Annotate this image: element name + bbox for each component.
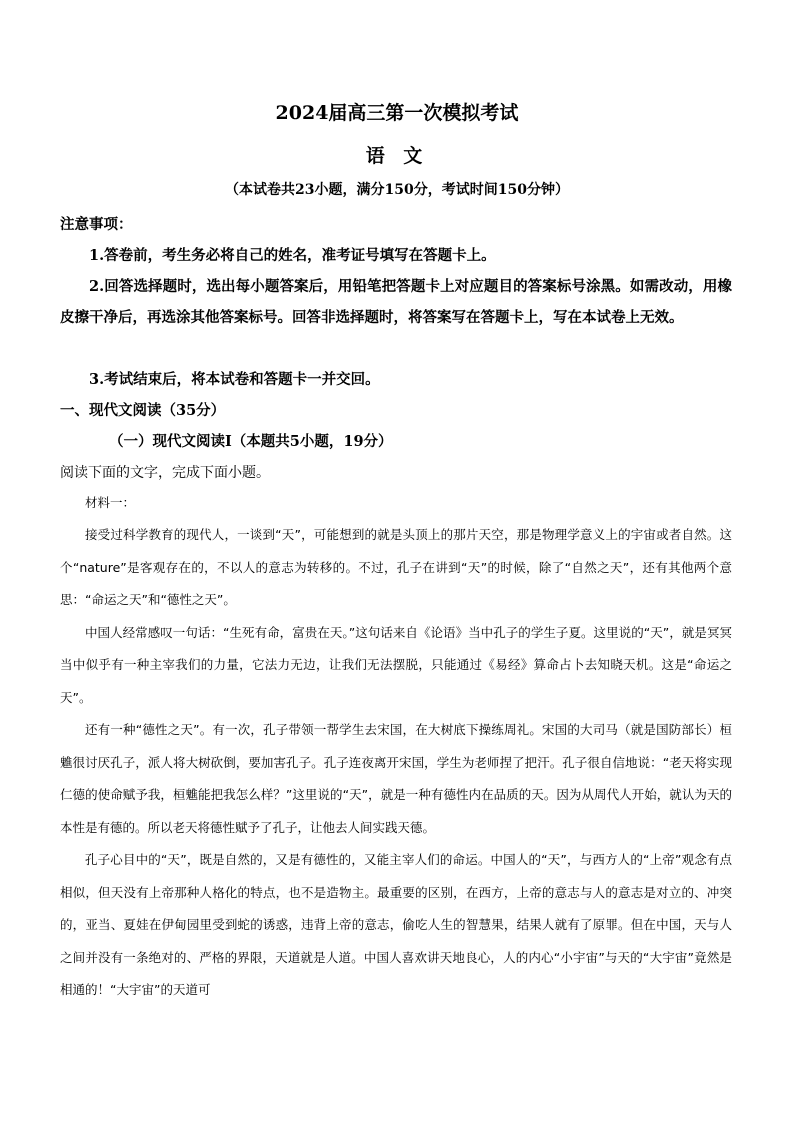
- exam-subject: 语 文: [365, 145, 429, 167]
- notice-item-2: 2.回答选择题时，选出每小题答案后，用铅笔把答题卡上对应题目的答案标号涂黑。如需改动，用橡皮擦干净后，再选涂其他答案标号。回答非选择题时，将答案写在答题卡上，写在本试卷上无效。: [60, 278, 732, 326]
- material-paragraph-3: 还有一种“德性之天”。有一次，孔子带领一帮学生去宋国，在大树底下操练周礼。宋国的大司马（就是国防部长）桓魋很讨厌孔子，派人将大树砍倒，要加害孔子。孔子连夜离开宋国，学生为老师捏了把汗。孔子很自信地说：“老天将实现仁德的使命赋予我，桓魋能把我怎么样？”这里说的“天”，就是一种有德性内在品质的天。因为从周代人开始，就认为天的本性是有德的。所以老天将德性赋予了孔子，让他去人间实践天德。: [60, 722, 732, 835]
- material-paragraph-2: 中国人经常感叹一句话：“生死有命，富贵在天。”这句话来自《论语》当中孔子的学生子夏。这里说的“天”，就是冥冥当中似乎有一种主宰我们的力量，它法力无边，让我们无法摆脱，只能通过《易经》算命占卜去知晓天机。这是“命运之天”。: [60, 624, 732, 705]
- material-body: [60, 519, 732, 1007]
- notice-item-1: 1.答卷前，考生务必将自己的姓名，准考证号填写在答题卡上。: [89, 247, 496, 264]
- exam-info: （本试卷共23小题，满分150分，考试时间150分钟）: [225, 182, 569, 198]
- material-paragraph-1: 接受过科学教育的现代人，一谈到“天”，可能想到的就是头顶上的那片天空，那是物理学意义上的宇宙或者自然。这个“nature”是客观存在的，不以人的意志为转移的。不过，孔子在讲到“天”的时候，除了“自然之天”，还有其他两个意思：“命运之天”和“德性之天”。: [60, 527, 732, 607]
- exam-title: 2024届高三第一次模拟考试: [275, 102, 519, 124]
- material-label: 材料一：: [85, 495, 136, 510]
- notice-item-3: 3.考试结束后，将本试卷和答题卡一并交回。: [89, 371, 380, 388]
- section-subheading: （一）现代文阅读Ⅰ（本题共5小题，19分）: [109, 433, 393, 450]
- section-heading: 一、现代文阅读（35分）: [60, 402, 226, 419]
- reading-instruction: 阅读下面的文字，完成下面小题。: [60, 465, 270, 481]
- material-paragraph-4: 孔子心目中的“天”，既是自然的，又是有德性的，又能主宰人们的命运。中国人的“天”，与西方人的“上帝”观念有点相似，但天没有上帝那种人格化的特点，也不是造物主。最重要的区别，在西方，上帝的意志与人的意志是对立的、冲突的，亚当、夏娃在伊甸园里受到蛇的诱惑，违背上帝的意志，偷吃人生的智慧果，结果人就有了原罪。但在中国，天与人之间并没有一条绝对的、严格的界限，天道就是人道。中国人喜欢讲天地良心，人的内心“小宇宙”与天的“大宇宙”竟然是相通的！“大宇宙”的天道可: [60, 852, 732, 997]
- notice-heading: 注意事项：: [60, 216, 133, 233]
